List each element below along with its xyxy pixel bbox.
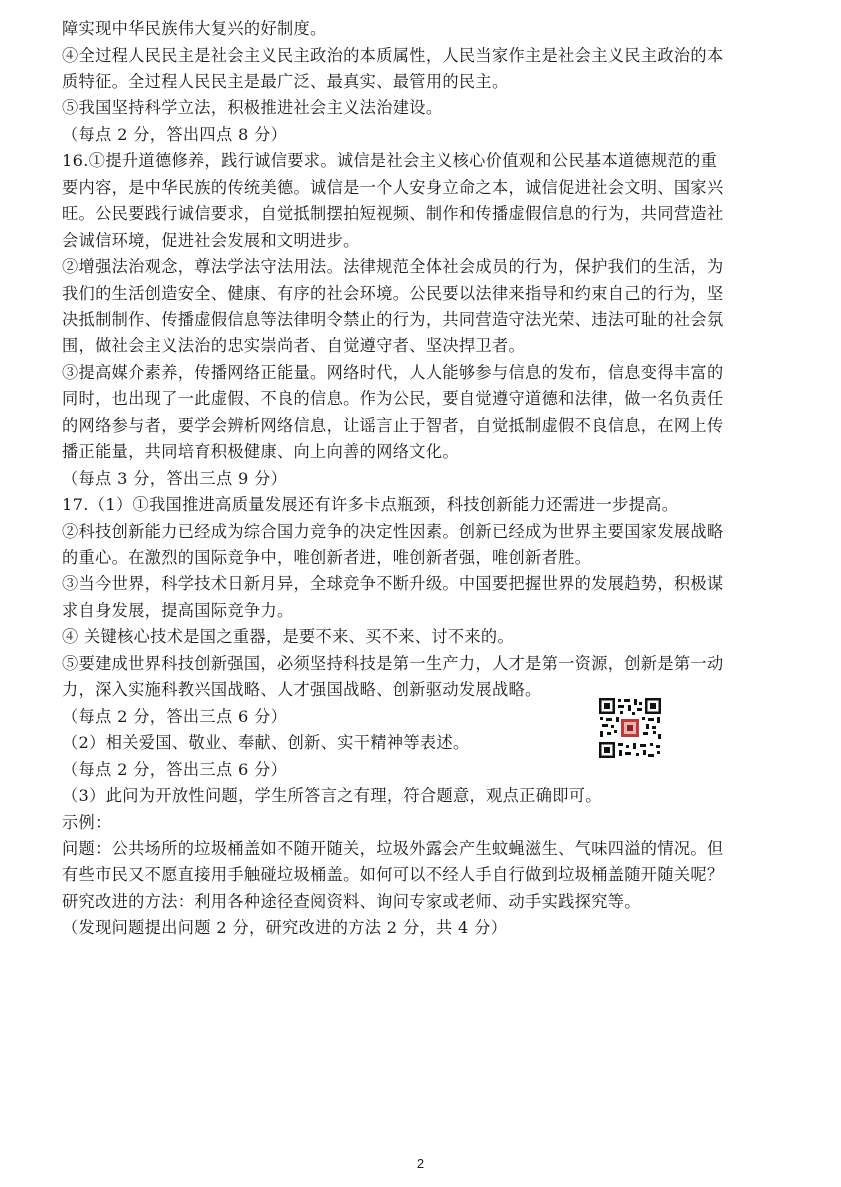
text-line: 障实现中华民族伟大复兴的好制度。 <box>62 19 327 38</box>
text-line: 的网络参与者，要学会辨析网络信息，让谣言止于智者，自觉抵制虚假不良信息，在网上传 <box>62 415 724 435</box>
text-line: 播正能量，共同培育积极健康、向上向善的网络文化。 <box>62 442 459 462</box>
text-line: （3）此问为开放性问题，学生所答言之有理，符合题意，观点正确即可。 <box>62 786 602 805</box>
text-line: （每点 3 分，答出三点 9 分） <box>62 468 288 488</box>
text-line: 会诚信环境，促进社会发展和文明进步。 <box>62 230 360 250</box>
page-number: 2 <box>416 1156 425 1171</box>
text-line: 质特征。全过程人民民主是最广泛、最真实、最管用的民主。 <box>62 71 509 91</box>
text-line: 的重心。在激烈的国际竞争中，唯创新者进，唯创新者强，唯创新者胜。 <box>62 548 592 567</box>
text-line: （每点 2 分，答出三点 6 分） <box>62 706 288 726</box>
text-line: 示例： <box>62 812 112 832</box>
text-line: 研究改进的方法：利用各种途径查阅资料、询问专家或老师、动手实践探究等。 <box>62 891 641 911</box>
qr-code-icon <box>598 697 662 759</box>
text-line: 决抵制制作、传播虚假信息等法律明令禁止的行为，共同营造守法光荣、违法可耻的社会氛 <box>62 309 724 329</box>
text-line: ⑤我国坚持科学立法，积极推进社会主义法治建设。 <box>62 98 443 118</box>
text-line: ②增强法治观念，尊法学法守法用法。法律规范全体社会成员的行为，保护我们的生活，为 <box>62 257 724 276</box>
text-line: ②科技创新能力已经成为综合国力竞争的决定性因素。创新已经成为世界主要国家发展战略 <box>62 521 724 541</box>
text-line: （发现问题提出问题 2 分，研究改进的方法 2 分，共 4 分） <box>62 918 508 938</box>
text-line: 力，深入实施科教兴国战略、人才强国战略、创新驱动发展战略。 <box>62 680 542 700</box>
text-line: （每点 2 分，答出三点 6 分） <box>62 759 288 779</box>
text-line: 问题：公共场所的垃圾桶盖如不随开随关，垃圾外露会产生蚊蝇滋生、气味四溢的情况。但 <box>62 838 724 858</box>
text-line: 同时，也出现了一此虚假、不良的信息。作为公民，要自觉遵守道德和法律，做一名负责任 <box>62 389 724 409</box>
text-line: ③当今世界，科学技术日新月异，全球竞争不断升级。中国要把握世界的发展趋势，积极谋 <box>62 574 724 594</box>
text-line: ③提高媒介素养，传播网络正能量。网络时代，人人能够参与信息的发布，信息变得丰富的 <box>62 362 724 382</box>
text-line: ⑤要建成世界科技创新强国，必须坚持科技是第一生产力，人才是第一资源，创新是第一动 <box>62 653 724 673</box>
text-line: （2）相关爱国、敬业、奉献、创新、实干精神等表述。 <box>62 733 470 753</box>
text-line: 求自身发展，提高国际竞争力。 <box>62 600 294 620</box>
text-line: 我们的生活创造安全、健康、有序的社会环境。公民要以法律来指导和约束自己的行为，坚 <box>62 283 724 303</box>
text-line: 旺。公民要践行诚信要求，自觉抵制摆拍短视频、制作和传播虚假信息的行为，共同营造社 <box>62 204 724 224</box>
text-line: ④全过程人民民主是社会主义民主政治的本质属性，人民当家作主是社会主义民主政治的本 <box>62 45 724 65</box>
text-line: 围，做社会主义法治的忠实崇尚者、自觉遵守者、坚决捍卫者。 <box>62 336 526 356</box>
text-line: 有些市民又不愿直接用手触碰垃圾桶盖。如何可以不经人手自行做到垃圾桶盖随开随关呢？ <box>62 865 724 885</box>
text-line: 要内容，是中华民族的传统美德。诚信是一个人安身立命之本，诚信促进社会文明、国家兴 <box>62 177 724 197</box>
text-line: ④ 关键核心技术是国之重器，是要不来、买不来、讨不来的。 <box>62 627 515 647</box>
text-line: 16.①提升道德修养，践行诚信要求。诚信是社会主义核心价值观和公民基本道德规范的重 <box>62 151 718 171</box>
text-line: 17.（1）①我国推进高质量发展还有许多卡点瓶颈，科技创新能力还需进一步提高。 <box>62 495 679 515</box>
text-line: （每点 2 分，答出四点 8 分） <box>62 124 288 144</box>
